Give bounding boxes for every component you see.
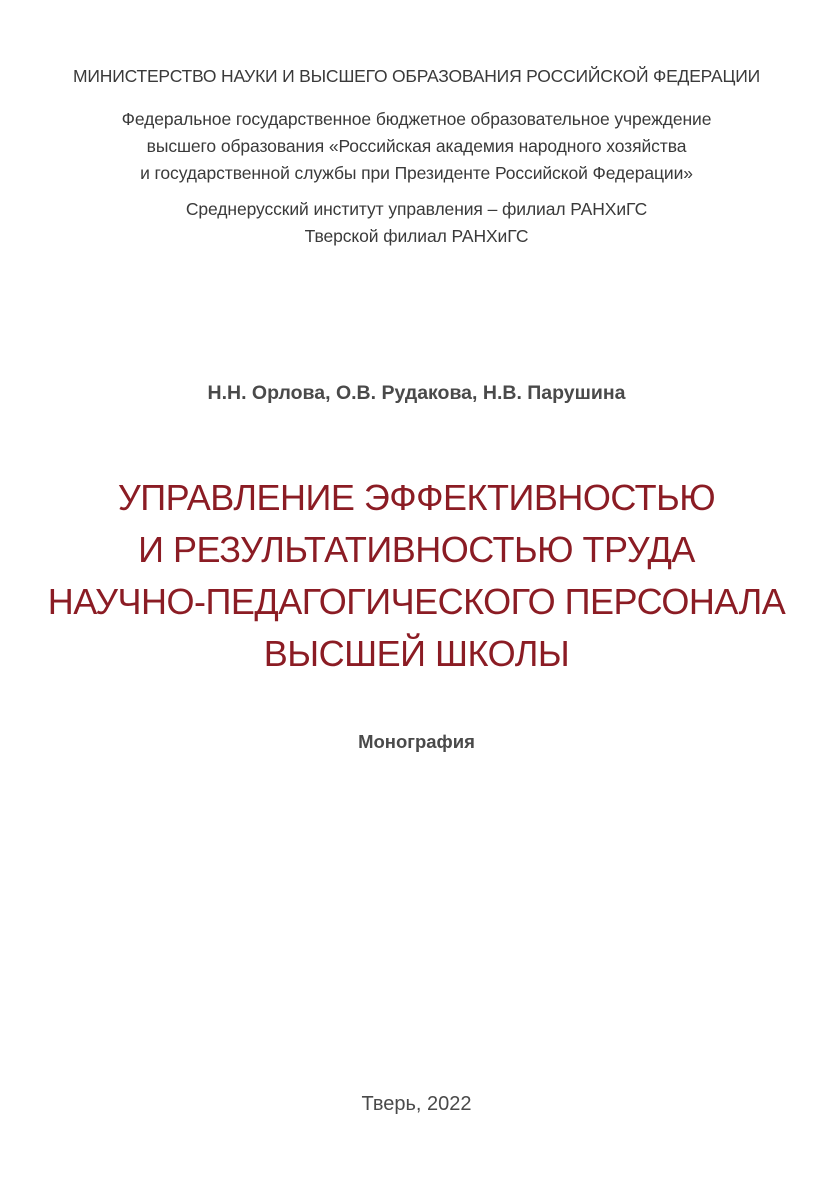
title-line: УПРАВЛЕНИЕ ЭФФЕКТИВНОСТЬЮ [117, 477, 716, 518]
title-line: НАУЧНО-ПЕДАГОГИЧЕСКОГО ПЕРСОНАЛА [47, 581, 786, 622]
institution-name [0, 106, 833, 187]
institution-line: высшего образования «Российская академия народного хозяйства [146, 136, 687, 156]
branch-line: Среднерусский институт управления – филиал РАНХиГС [185, 199, 648, 219]
place-and-year: Тверь, 2022 [361, 1093, 472, 1115]
ministry-heading: МИНИСТЕРСТВО НАУКИ И ВЫСШЕГО ОБРАЗОВАНИЯ РОССИЙСКОЙ ФЕДЕРАЦИИ [73, 66, 760, 86]
institution-line: Федеральное государственное бюджетное образовательное учреждение [121, 109, 712, 129]
title-line: И РЕЗУЛЬТАТИВНОСТЬЮ ТРУДА [138, 529, 695, 570]
authors: Н.Н. Орлова, О.В. Рудакова, Н.В. Парушина [207, 382, 626, 404]
publication-genre: Монография [358, 731, 475, 752]
institution-line: и государственной службы при Президенте Российской Федерации» [140, 163, 693, 183]
branch-line: Тверской филиал РАНХиГС [304, 226, 529, 246]
title-line: ВЫСШЕЙ ШКОЛЫ [263, 633, 570, 674]
book-title [0, 472, 833, 680]
branch-name [0, 196, 833, 250]
